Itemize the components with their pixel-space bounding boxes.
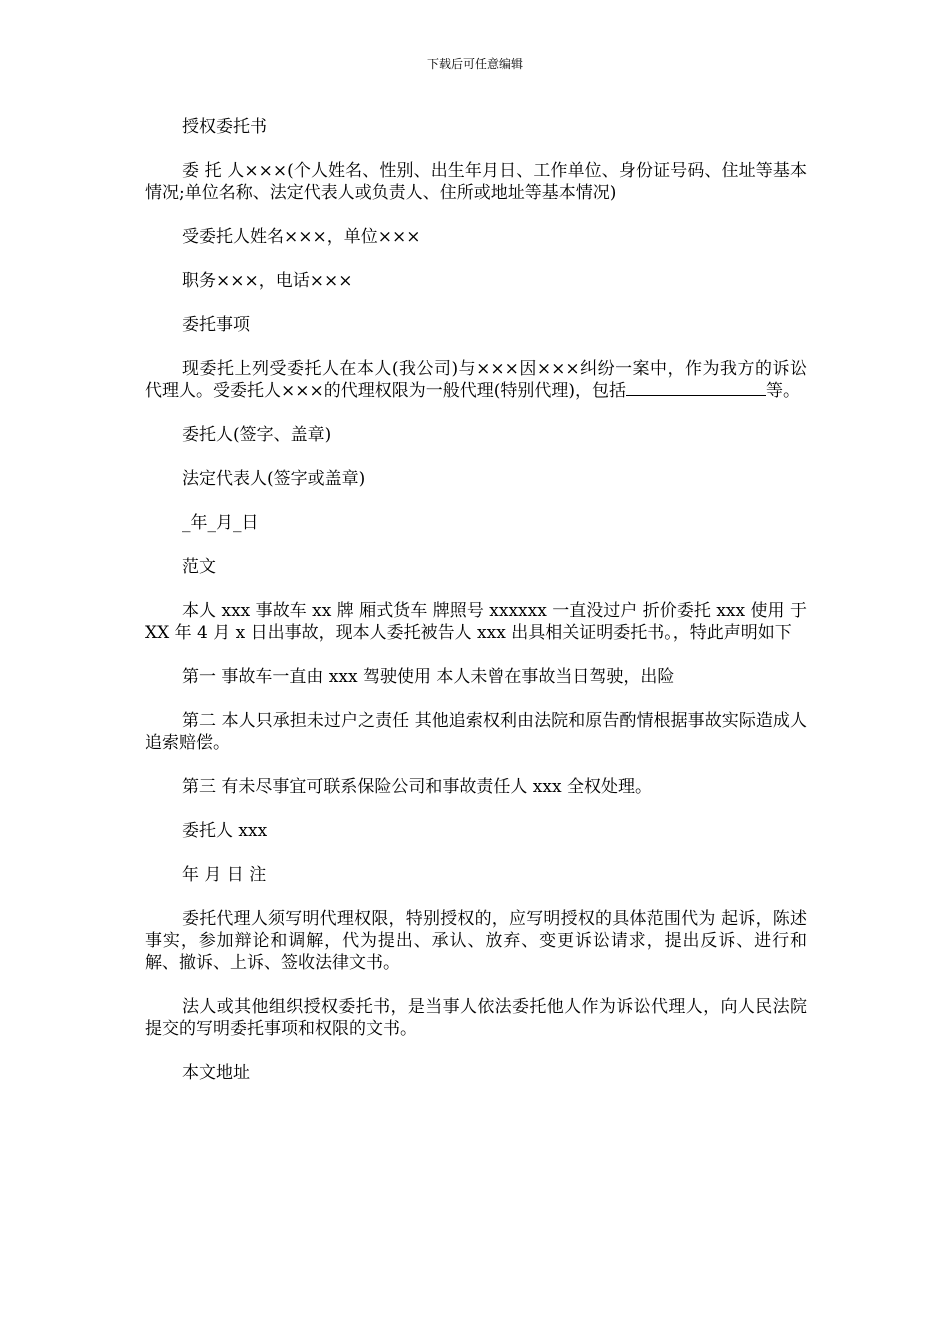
sample-heading: 范文 [182, 557, 216, 577]
sample-date-note: 年 月 日 注 [182, 865, 267, 885]
sample-paragraph-1: 本人 xxx 事故车 xx 牌 厢式货车 牌照号 xxxxxx 一直没过户 折价委托 xxx 使用 于 XX 年 4 月 x 日出事故，现本人委托被告人 xxx 出具相关证明委托书。，特此声明如下 [145, 601, 807, 643]
principal-paragraph: 委 托 人×××(个人姓名、性别、出生年月日、工作单位、身份证号码、住址等基本情况;单位名称、法定代表人或负责人、住所或地址等基本情况) [145, 161, 807, 203]
agent-paragraph: 受委托人姓名×××，单位××× [182, 227, 421, 247]
matters-paragraph [145, 358, 807, 402]
fill-in-blank-line [626, 380, 766, 396]
note-paragraph-1: 委托代理人须写明代理权限，特别授权的，应写明授权的具体范围代为 起诉，陈述事实，参加辩论和调解，代为提出、承认、放弃、变更诉讼请求，提出反诉、进行和解、撤诉、上诉、签收法律文书。 [145, 909, 807, 973]
page-header-note: 下载后可任意编辑 [426, 57, 523, 71]
date-line: _年_月_日 [182, 513, 259, 533]
document-body [145, 116, 807, 1106]
note-paragraph-2: 法人或其他组织授权委托书，是当事人依法委托他人作为诉讼代理人，向人民法院提交的写明委托事项和权限的文书。 [145, 997, 807, 1039]
matters-heading: 委托事项 [182, 315, 250, 335]
principal-signature-line: 委托人(签字、盖章) [182, 425, 332, 445]
matters-text-end: 等。 [766, 381, 800, 401]
document-title: 授权委托书 [182, 117, 267, 137]
legal-rep-signature-line: 法定代表人(签字或盖章) [182, 469, 366, 489]
sample-paragraph-2: 第一 事故车一直由 xxx 驾驶使用 本人未曾在事故当日驾驶，出险 [182, 667, 675, 687]
matters-text: 现委托上列受委托人在本人(我公司)与×××因×××纠纷一案中，作为我方的诉讼代理人。受委托人×××的代理权限为一般代理(特别代理)，包括 [145, 359, 807, 401]
sample-paragraph-4: 第三 有未尽事宜可联系保险公司和事故责任人 xxx 全权处理。 [182, 777, 652, 797]
sample-signature: 委托人 xxx [182, 821, 268, 841]
sample-paragraph-3: 第二 本人只承担未过户之责任 其他追索权利由法院和原告酌情根据事故实际造成人追索赔偿。 [145, 711, 807, 753]
position-paragraph: 职务×××，电话××× [182, 271, 353, 291]
address-line: 本文地址 [182, 1063, 250, 1083]
